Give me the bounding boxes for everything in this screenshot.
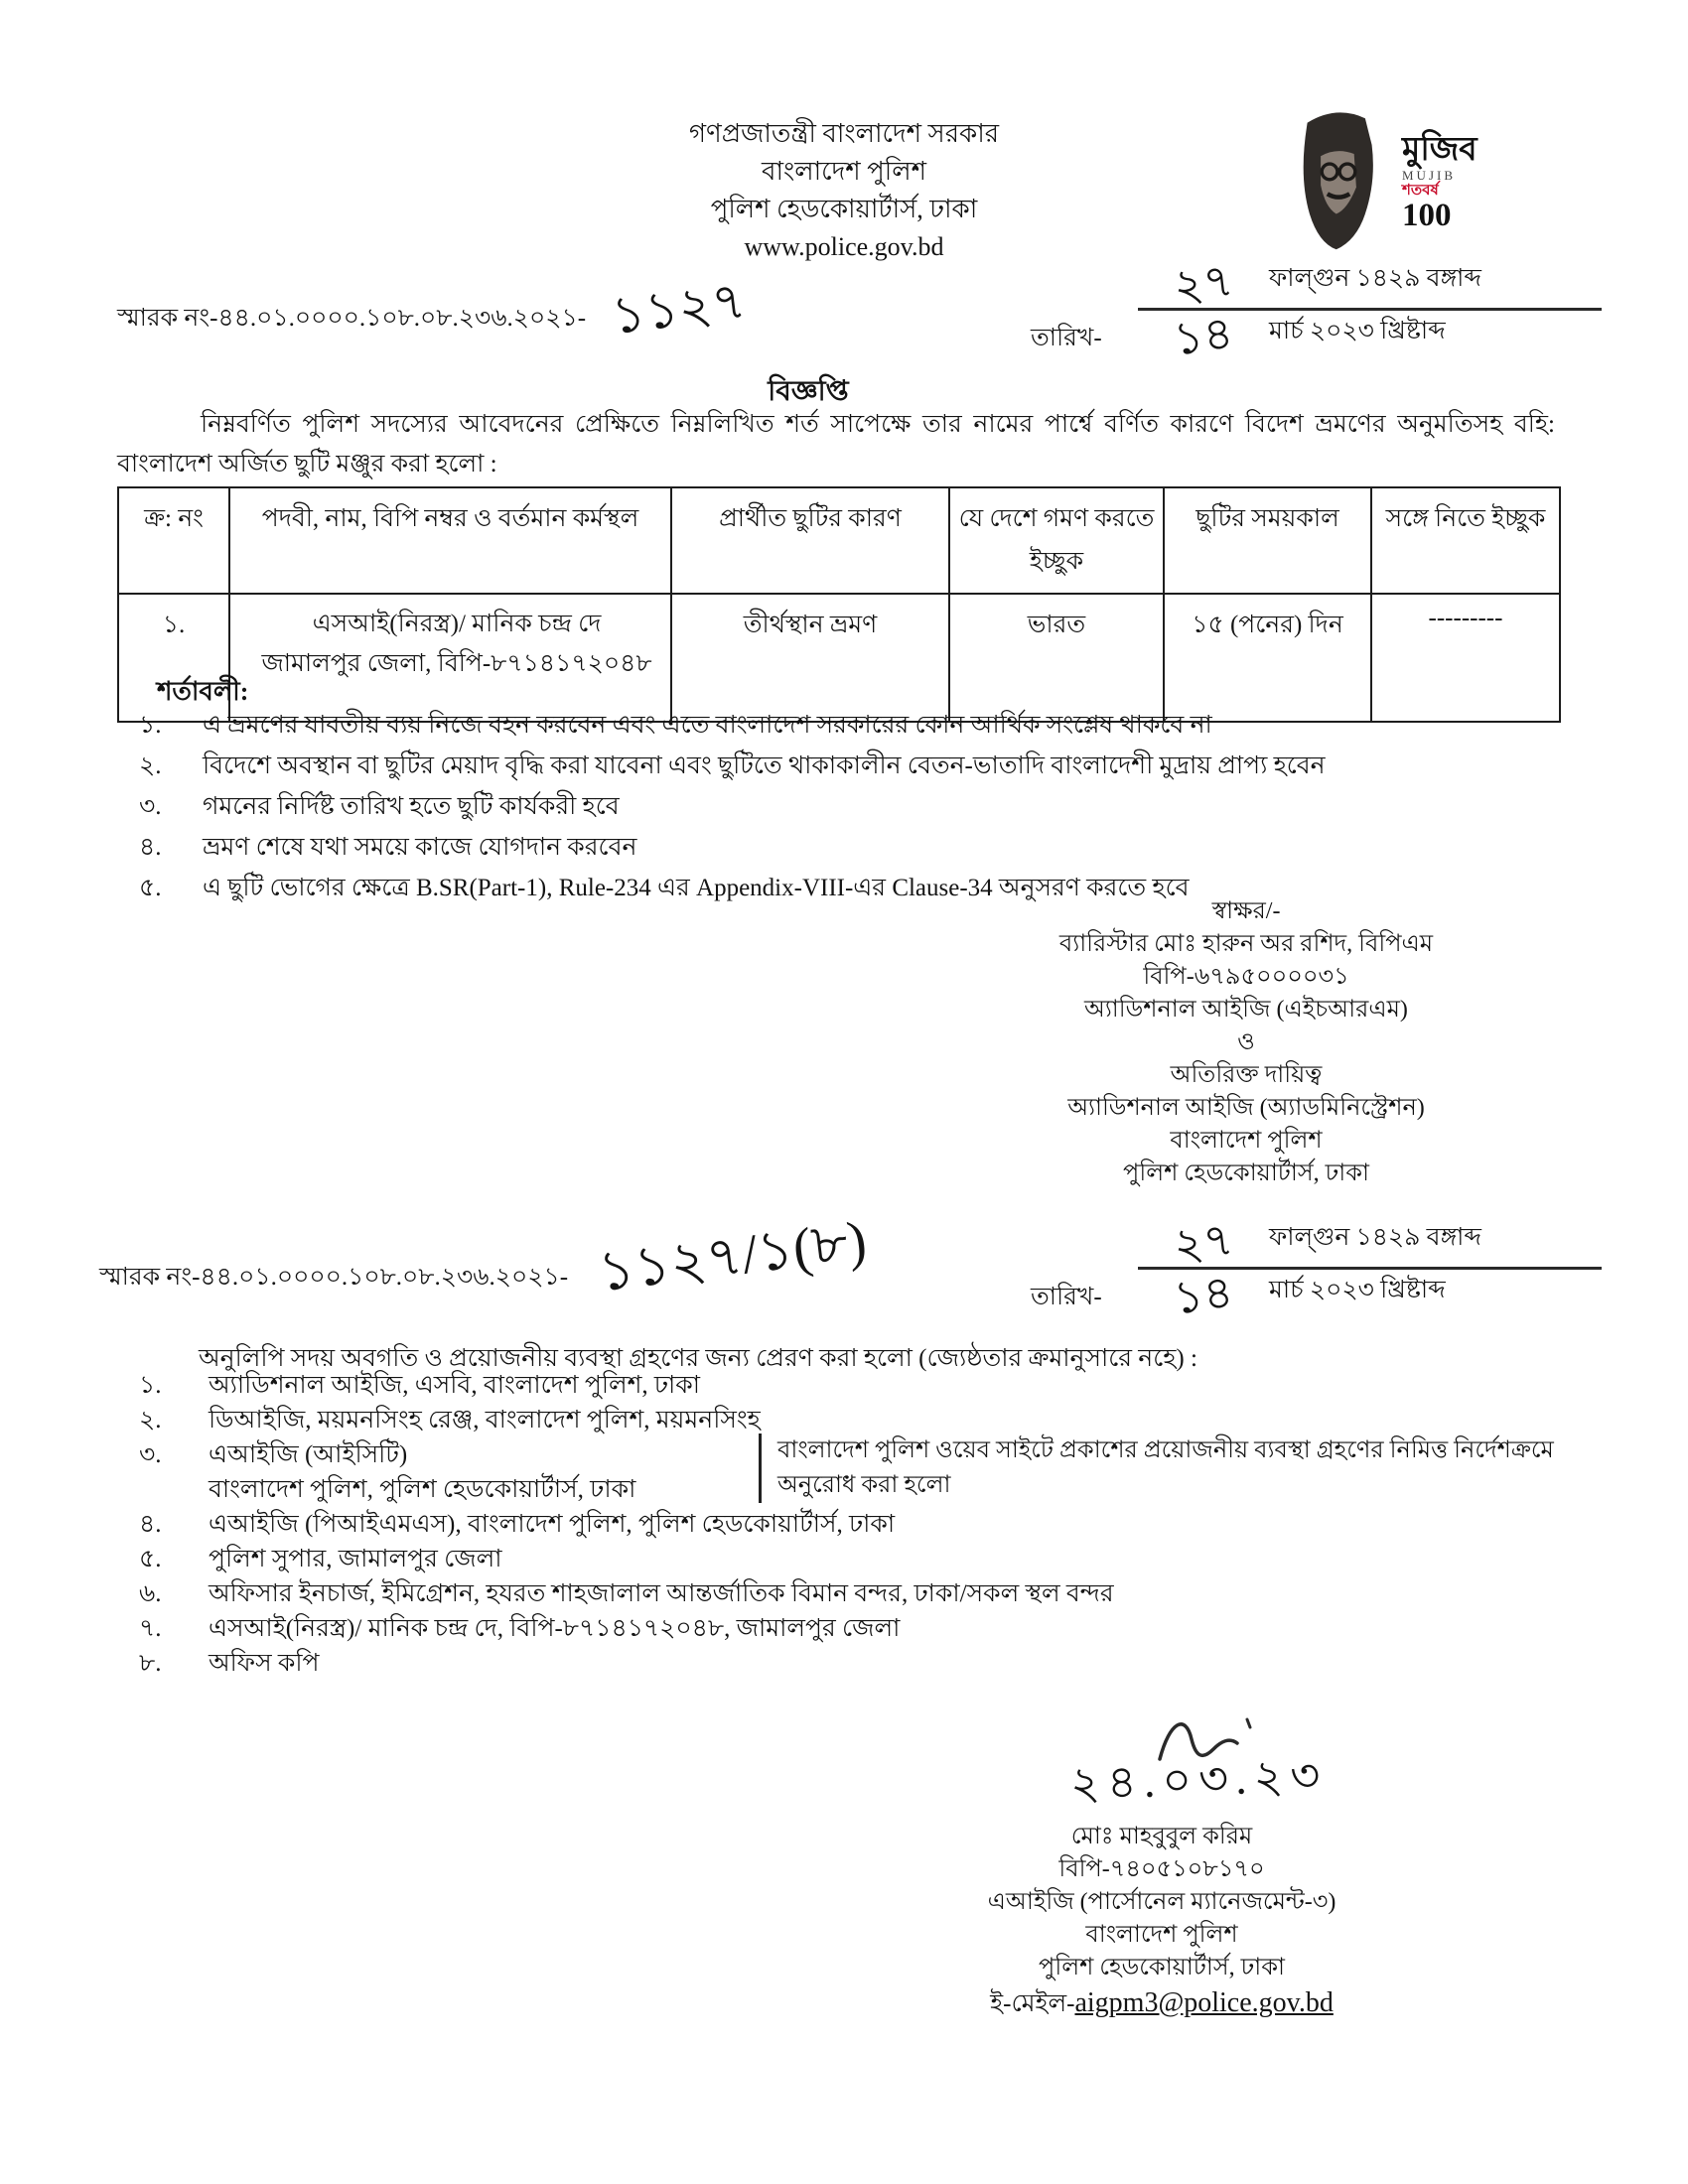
government-title: গণপ্রজাতন্ত্রী বাংলাদেশ সরকার: [688, 119, 1000, 148]
website-publication-note: [759, 1433, 1671, 1503]
cell-serial: ১.: [118, 594, 229, 722]
logo-100-text: 100: [1402, 198, 1452, 234]
item-number: ২.: [139, 1407, 162, 1433]
item-number: ৩.: [139, 1441, 162, 1468]
cell-companion: ---------: [1371, 594, 1560, 722]
approver-designation: অ্যাডিশনাল আইজি (এইচআরএম): [1084, 997, 1408, 1023]
mujib-100-logo: [1283, 105, 1526, 262]
logo-mujib-bangla: মুজিব: [1402, 132, 1477, 169]
approver-org: বাংলাদেশ পুলিশ: [1170, 1128, 1323, 1154]
distribution-item: [139, 1646, 1574, 1681]
distribution-item: [139, 1576, 1574, 1611]
cell-reason: তীর্থস্থান ভ্রমণ: [671, 594, 949, 722]
date-block-2: [1031, 1213, 1602, 1324]
logo-mujib-english: MUJIB: [1402, 167, 1457, 183]
item-number: ৭.: [139, 1615, 162, 1642]
item-text: ডিআইজি, ময়মনসিংহ রেঞ্জ, বাংলাদেশ পুলিশ, ময়মনসিংহ: [209, 1407, 761, 1433]
conditions-list: [139, 709, 1569, 912]
web-note-line1: বাংলাদেশ পুলিশ ওয়েব সাইটে প্রকাশের প্রয়োজনীয় ব্যবস্থা গ্রহণের নিমিত্ত নির্দেশক্রমে: [777, 1437, 1554, 1463]
logo-centenary-text: শতবর্ষ: [1402, 182, 1439, 199]
intro-paragraph: নিম্নবর্ণিত পুলিশ সদস্যের আবেদনের প্রেক্ষিতে নিম্নলিখিত শর্ত সাপেক্ষে তার নামের পার্শ্বে বর্ণিত কারণে বিদেশ ভ্রমণের অনুমতিসহ বহি: বাংলাদেশ অর্জিত ছুটি মঞ্জুর করা হলো :: [117, 411, 1555, 478]
item-text-line2: বাংলাদেশ পুলিশ, পুলিশ হেডকোয়ার্টার্স, ঢাকা: [209, 1476, 636, 1503]
gregorian-date-row: [1138, 307, 1602, 365]
and-text: ও: [1237, 1029, 1255, 1055]
notice-title: বিজ্ঞপ্তি: [768, 376, 849, 407]
item-number: ৬.: [139, 1580, 162, 1607]
signature-marker: স্বাক্ষর/-: [1211, 898, 1281, 924]
date-label: তারিখ-: [1031, 325, 1102, 351]
table-row: [118, 594, 1560, 722]
item-text: অ্যাডিশনাল আইজি, এসবি, বাংলাদেশ পুলিশ, ঢাকা: [209, 1372, 701, 1399]
handwritten-gregorian-day: ১৪: [1171, 307, 1236, 365]
condition-item: [139, 709, 1569, 743]
distribution-item: [139, 1368, 1574, 1403]
gregorian-date-text: মার্চ ২০২৩ খ্রিষ্টাব্দ: [1269, 318, 1446, 344]
approver-bp-number: বিপি-৬৭৯৫০০০০৩১: [1143, 964, 1349, 990]
issuer-email-line: [899, 1986, 1425, 2020]
item-text: এআইজি (পিআইএমএস), বাংলাদেশ পুলিশ, পুলিশ হেডকোয়ার্টার্স, ঢাকা: [209, 1511, 896, 1538]
distribution-item: [139, 1507, 1574, 1542]
condition-text: বিদেশে অবস্থান বা ছুটির মেয়াদ বৃদ্ধি করা যাবেনা এবং ছুটিতে থাকাকালীন বেতন-ভাতাদি বাংলাদেশী মুদ্রায় প্রাপ্য হবেন: [203, 752, 1326, 779]
item-text: [209, 1437, 635, 1507]
col-country: যে দেশে গমণ করতে ইচ্ছুক: [949, 487, 1164, 594]
bangla-date-row: [1138, 1213, 1602, 1272]
bangla-date-text: ফাল্গুন ১৪২৯ বঙ্গাব্দ: [1269, 265, 1481, 292]
issuer-org: বাংলাদেশ পুলিশ: [1085, 1922, 1238, 1948]
condition-text: এ ভ্রমণের যাবতীয় ব্যয় নিজে বহন করবেন এবং এতে বাংলাদেশ সরকারের কোন আর্থিক সংশ্লেষ থাকবে না: [203, 712, 1212, 739]
memo-label: স্মারক নং-৪৪.০১.০০০০.১০৮.০৮.২৩৬.২০২১-: [99, 1264, 569, 1291]
condition-item: [139, 750, 1569, 783]
mujib-portrait-icon: [1283, 107, 1394, 261]
item-text: অফিসার ইনচার্জ, ইমিগ্রেশন, হযরত শাহজালাল আন্তর্জাতিক বিমান বন্দর, ঢাকা/সকল স্থল বন্দর: [209, 1580, 1114, 1607]
distribution-item: [139, 1403, 1574, 1437]
memo-number-line-2: [99, 1209, 870, 1304]
col-companion: সঙ্গে নিতে ইচ্ছুক: [1371, 487, 1560, 594]
item-number: ১.: [139, 1372, 162, 1399]
col-serial: ক্র: নং: [118, 487, 229, 594]
email-address: aigpm3@police.gov.bd: [1074, 1987, 1334, 2018]
col-reason: প্রার্থীত ছুটির কারণ: [671, 487, 949, 594]
memo-label: স্মারক নং-৪৪.০১.০০০০.১০৮.০৮.২৩৬.২০২১-: [117, 305, 587, 332]
cell-name: [229, 594, 671, 722]
item-text: এসআই(নিরস্ত্র)/ মানিক চন্দ্র দে, বিপি-৮৭১৪১৭২০৪৮, জামালপুর জেলা: [209, 1615, 901, 1642]
handwritten-signature-date: ২৪.০৩.২৩: [1069, 1749, 1329, 1810]
condition-text: ভ্রমণ শেষে যথা সময়ে কাজে যোগদান করবেন: [203, 834, 637, 861]
additional-charge-text: অতিরিক্ত দায়িত্ব: [1170, 1062, 1323, 1088]
handwritten-bangla-day: ২৭: [1171, 1213, 1236, 1272]
office-title: পুলিশ হেডকোয়ার্টার্স, ঢাকা: [710, 195, 978, 223]
handwritten-gregorian-day: ১৪: [1171, 1266, 1236, 1324]
bangla-date-row: [1138, 254, 1602, 313]
date-label: তারিখ-: [1031, 1284, 1102, 1310]
handwritten-memo-number-1: ১১২৭: [609, 272, 750, 346]
item-text: অফিস কপি: [209, 1650, 320, 1677]
date-fraction: [1138, 254, 1602, 365]
cell-duration: ১৫ (পনের) দিন: [1164, 594, 1371, 722]
gregorian-date-row: [1138, 1266, 1602, 1324]
issuer-signature-block: [899, 1821, 1425, 2020]
website-text: www.police.gov.bd: [744, 232, 944, 261]
item-number: ৫.: [139, 1546, 162, 1572]
email-label: ই-মেইল-: [990, 1990, 1075, 2017]
web-note-line2: অনুরোধ করা হলো: [777, 1472, 951, 1498]
distribution-list: [139, 1368, 1574, 1681]
item-text-line1: এআইজি (আইসিটি): [209, 1441, 408, 1468]
condition-item: [139, 790, 1569, 824]
approver-designation-2: অ্যাডিশনাল আইজি (অ্যাডমিনিস্ট্রেশন): [1067, 1095, 1425, 1121]
condition-text: গমনের নির্দিষ্ট তারিখ হতে ছুটি কার্যকরী হবে: [203, 793, 620, 820]
approver-name: ব্যারিস্টার মোঃ হারুন অর রশিদ, বিপিএম: [1058, 931, 1434, 957]
issuer-name: মোঃ মাহবুবুল করিম: [1070, 1824, 1253, 1849]
condition-number: ৩.: [139, 793, 162, 820]
issuer-bp-number: বিপি-৭৪০৫১০৮১৭০: [1058, 1856, 1265, 1882]
condition-number: ৫.: [139, 875, 162, 901]
table-header-row: [118, 487, 1560, 594]
item-text: পুলিশ সুপার, জামালপুর জেলা: [209, 1546, 502, 1572]
issuer-designation: এআইজি (পার্সোনেল ম্যানেজমেন্ট-৩): [987, 1889, 1336, 1915]
distribution-item: [139, 1542, 1574, 1576]
cell-name-line1: এসআই(নিরস্ত্র)/ মানিক চন্দ্র দে: [312, 611, 602, 637]
bangla-date-text: ফাল্গুন ১৪২৯ বঙ্গাব্দ: [1269, 1224, 1481, 1251]
date-block-1: [1031, 254, 1602, 365]
distribution-item: [139, 1611, 1574, 1646]
condition-number: ২.: [139, 752, 162, 779]
cell-name-line2: জামালপুর জেলা, বিপি-৮৭১৪১৭২০৪৮: [261, 650, 652, 677]
item-number: ৮.: [139, 1650, 162, 1677]
date-fraction: [1138, 1213, 1602, 1324]
approver-signature-block: [968, 895, 1524, 1190]
approver-office: পুলিশ হেডকোয়ার্টার্স, ঢাকা: [1123, 1160, 1369, 1186]
condition-text: এ ছুটি ভোগের ক্ষেত্রে B.SR(Part-1), Rule-234 এর Appendix-VIII-এর Clause-34 অনুসরণ করতে হবে: [203, 875, 1190, 901]
condition-number: ৪.: [139, 834, 162, 861]
memo-number-line-1: [117, 272, 750, 346]
condition-item: [139, 831, 1569, 865]
condition-number: ১.: [139, 712, 162, 739]
handwritten-memo-number-2: ১১২৭/১(৮): [595, 1209, 870, 1304]
handwritten-bangla-day: ২৭: [1171, 254, 1236, 313]
item-number: ৪.: [139, 1511, 162, 1538]
cell-country: ভারত: [949, 594, 1164, 722]
col-name: পদবী, নাম, বিপি নম্বর ও বর্তমান কর্মস্থল: [229, 487, 671, 594]
conditions-title: শর্তাবলী:: [157, 677, 249, 706]
gregorian-date-text: মার্চ ২০২৩ খ্রিষ্টাব্দ: [1269, 1277, 1446, 1303]
col-duration: ছুটির সময়কাল: [1164, 487, 1371, 594]
organization-title: বাংলাদেশ পুলিশ: [762, 157, 926, 186]
issuer-office: পুলিশ হেডকোয়ার্টার্স, ঢাকা: [1039, 1955, 1285, 1980]
mujib-logo-text: [1402, 133, 1477, 233]
copy-distribution-intro: অনুলিপি সদয় অবগতি ও প্রয়োজনীয় ব্যবস্থা গ্রহণের জন্য প্রেরণ করা হলো (জ্যেষ্ঠতার ক্রমানুসারে নহে) :: [199, 1345, 1197, 1372]
leave-details-table: [117, 486, 1561, 723]
